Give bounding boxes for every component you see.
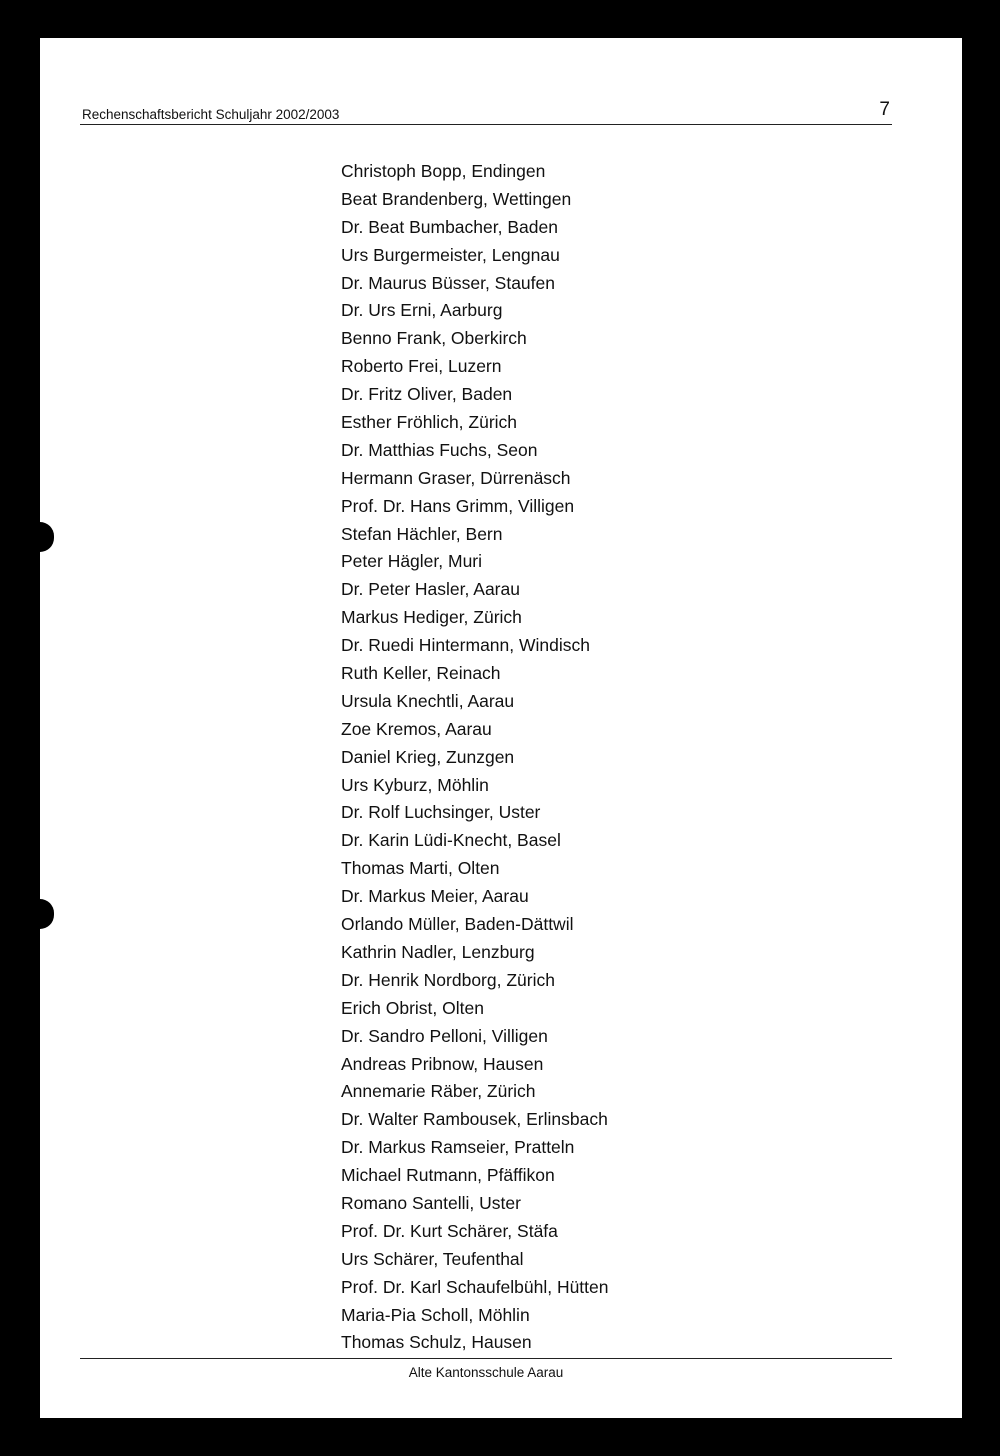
list-item: Esther Fröhlich, Zürich [341,412,518,433]
footer-text: Alte Kantonsschule Aarau [408,1365,564,1380]
list-item: Dr. Fritz Oliver, Baden [341,384,513,405]
list-item: Dr. Sandro Pelloni, Villigen [341,1025,548,1046]
list-item: Dr. Markus Ramseier, Pratteln [341,1137,575,1158]
list-item: Andreas Pribnow, Hausen [341,1053,544,1074]
list-item: Ruth Keller, Reinach [341,663,501,684]
list-item: Maria-Pia Scholl, Möhlin [341,1304,530,1325]
list-item: Prof. Dr. Karl Schaufelbühl, Hütten [341,1276,609,1297]
list-item: Dr. Peter Hasler, Aarau [341,579,520,600]
list-item: Dr. Walter Rambousek, Erlinsbach [341,1109,608,1130]
list-item: Dr. Rolf Luchsinger, Uster [341,802,541,823]
list-item: Dr. Markus Meier, Aarau [341,886,529,907]
page-header [80,98,892,125]
list-item: Prof. Dr. Hans Grimm, Villigen [341,495,575,516]
list-item: Urs Schärer, Teufenthal [341,1248,524,1269]
list-item: Markus Hediger, Zürich [341,607,522,628]
list-item: Annemarie Räber, Zürich [341,1081,536,1102]
list-item: Prof. Dr. Kurt Schärer, Stäfa [341,1220,558,1241]
list-item: Dr. Urs Erni, Aarburg [341,300,503,321]
name-list [341,158,609,1357]
list-item: Zoe Kremos, Aarau [341,718,492,739]
list-item: Urs Burgermeister, Lengnau [341,244,560,265]
list-item: Peter Hägler, Muri [341,551,483,572]
list-item: Roberto Frei, Luzern [341,356,502,377]
list-item: Urs Kyburz, Möhlin [341,774,489,795]
list-item: Beat Brandenberg, Wettingen [341,188,572,209]
list-item: Thomas Marti, Olten [341,858,500,879]
list-item: Dr. Karin Lüdi-Knecht, Basel [341,830,561,851]
list-item: Stefan Hächler, Bern [341,523,503,544]
document-page [40,38,962,1418]
list-item: Romano Santelli, Uster [341,1192,521,1213]
list-item: Christoph Bopp, Endingen [341,161,546,181]
list-item: Ursula Knechtli, Aarau [341,690,515,711]
list-item: Michael Rutmann, Pfäffikon [341,1165,555,1186]
list-item: Kathrin Nadler, Lenzburg [341,941,535,962]
list-item: Thomas Schulz, Hausen [341,1332,532,1353]
list-item: Dr. Henrik Nordborg, Zürich [341,969,555,990]
list-item: Dr. Matthias Fuchs, Seon [341,439,538,460]
list-item: Dr. Ruedi Hintermann, Windisch [341,635,590,656]
list-item: Dr. Maurus Büsser, Staufen [341,272,555,293]
list-item: Daniel Krieg, Zunzgen [341,746,515,767]
header-title: Rechenschaftsbericht Schuljahr 2002/2003 [82,107,340,122]
list-item: Hermann Graser, Dürrenäsch [341,467,571,488]
punch-hole-bottom [40,899,54,929]
page-number: 7 [879,99,890,120]
list-item: Dr. Beat Bumbacher, Baden [341,216,558,237]
list-item: Erich Obrist, Olten [341,997,484,1018]
list-item: Benno Frank, Oberkirch [341,328,527,349]
list-item: Orlando Müller, Baden-Dättwil [341,914,574,935]
punch-hole-top [40,522,54,552]
footer-divider [80,1358,892,1359]
